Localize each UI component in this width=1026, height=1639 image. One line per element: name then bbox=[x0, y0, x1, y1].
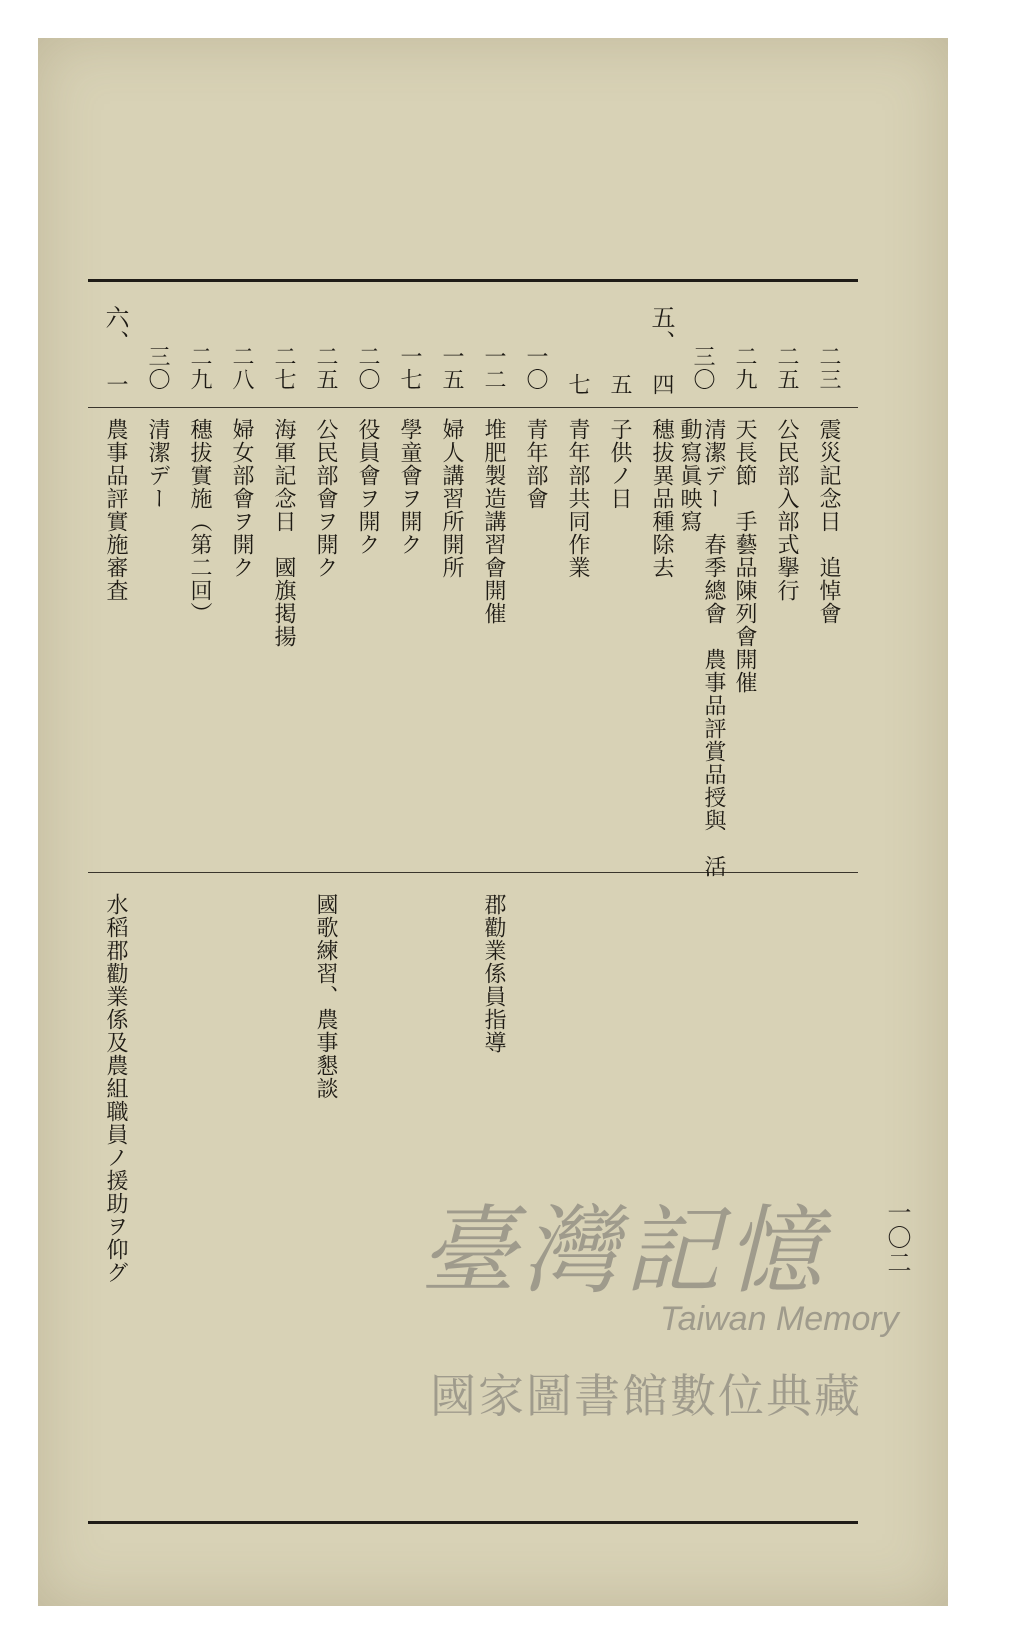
day-cell: 一七 bbox=[397, 345, 422, 391]
day-cell: 四 bbox=[649, 373, 674, 396]
remark-cell: 國歌練習、農事懇談 bbox=[313, 893, 338, 1100]
event-cell: 震災記念日 追悼會 bbox=[816, 418, 841, 625]
event-cell: 公民部入部式擧行 bbox=[774, 418, 799, 602]
event-cell: 子供ノ日 bbox=[607, 418, 632, 510]
event-cell: 青年部共同作業 bbox=[565, 418, 590, 579]
day-cell: 二七 bbox=[271, 345, 296, 391]
taiwan-memory-watermark bbox=[410, 1175, 930, 1435]
watermark-english: Taiwan Memory bbox=[660, 1300, 899, 1338]
top-rule bbox=[88, 279, 858, 282]
page-number: 一〇二 bbox=[883, 1200, 911, 1275]
day-cell: 一 bbox=[103, 373, 128, 396]
date-rule bbox=[88, 407, 858, 408]
event-cell: 婦人講習所開所 bbox=[439, 418, 464, 579]
event-cell: 學童會ヲ開ク bbox=[397, 418, 422, 556]
event-cell: 役員會ヲ開ク bbox=[355, 418, 380, 556]
day-cell: 二九 bbox=[187, 345, 212, 391]
event-cell: 青年部會 bbox=[523, 418, 548, 510]
remark-cell: 郡勸業係員指導 bbox=[481, 893, 506, 1054]
event-cell: 穗拔異品種除去 bbox=[649, 418, 674, 579]
event-cell: 天長節 手藝品陳列會開催 bbox=[732, 418, 757, 694]
watermark-calligraphy: 臺灣記憶 bbox=[420, 1195, 828, 1307]
watermark-chinese: 國家圖書館數位典藏 bbox=[430, 1369, 862, 1423]
event-cell: 清潔デー 春季總會 農事品評賞品授與 活 bbox=[701, 418, 726, 878]
day-cell: 一〇 bbox=[523, 345, 548, 391]
event-cell: 清潔デー bbox=[145, 418, 170, 510]
day-cell: 一五 bbox=[439, 345, 464, 391]
event-cell: 堆肥製造講習會開催 bbox=[481, 418, 506, 625]
remark-cell: 水稻郡勸業係及農組職員ノ援助ヲ仰グ bbox=[103, 893, 128, 1284]
event-cell: 公民部會ヲ開ク bbox=[313, 418, 338, 579]
remark-rule bbox=[88, 872, 858, 873]
day-cell: 一二 bbox=[481, 345, 506, 391]
day-cell: 二九 bbox=[732, 345, 757, 391]
day-cell: 二八 bbox=[229, 345, 254, 391]
month-may: 五、 bbox=[647, 305, 675, 355]
event-cell: 海軍記念日 國旗掲揚 bbox=[271, 418, 296, 648]
event-cell: 婦女部會ヲ開ク bbox=[229, 418, 254, 579]
month-june: 六、 bbox=[101, 305, 129, 355]
event-cell: 農事品評實施審査 bbox=[103, 418, 128, 602]
day-cell: 二五 bbox=[774, 345, 799, 391]
day-cell: 三〇 bbox=[145, 345, 170, 391]
day-cell: 三〇 bbox=[690, 345, 715, 391]
event-cell: 穗拔實施（第二回） bbox=[187, 418, 212, 625]
day-cell: 二五 bbox=[313, 345, 338, 391]
day-cell: 七 bbox=[565, 373, 590, 396]
day-cell: 二三 bbox=[816, 345, 841, 391]
day-cell: 二〇 bbox=[355, 345, 380, 391]
bottom-rule bbox=[88, 1521, 858, 1524]
day-cell: 五 bbox=[607, 373, 632, 396]
event-cell-continued: 動寫眞映寫 bbox=[677, 418, 702, 533]
